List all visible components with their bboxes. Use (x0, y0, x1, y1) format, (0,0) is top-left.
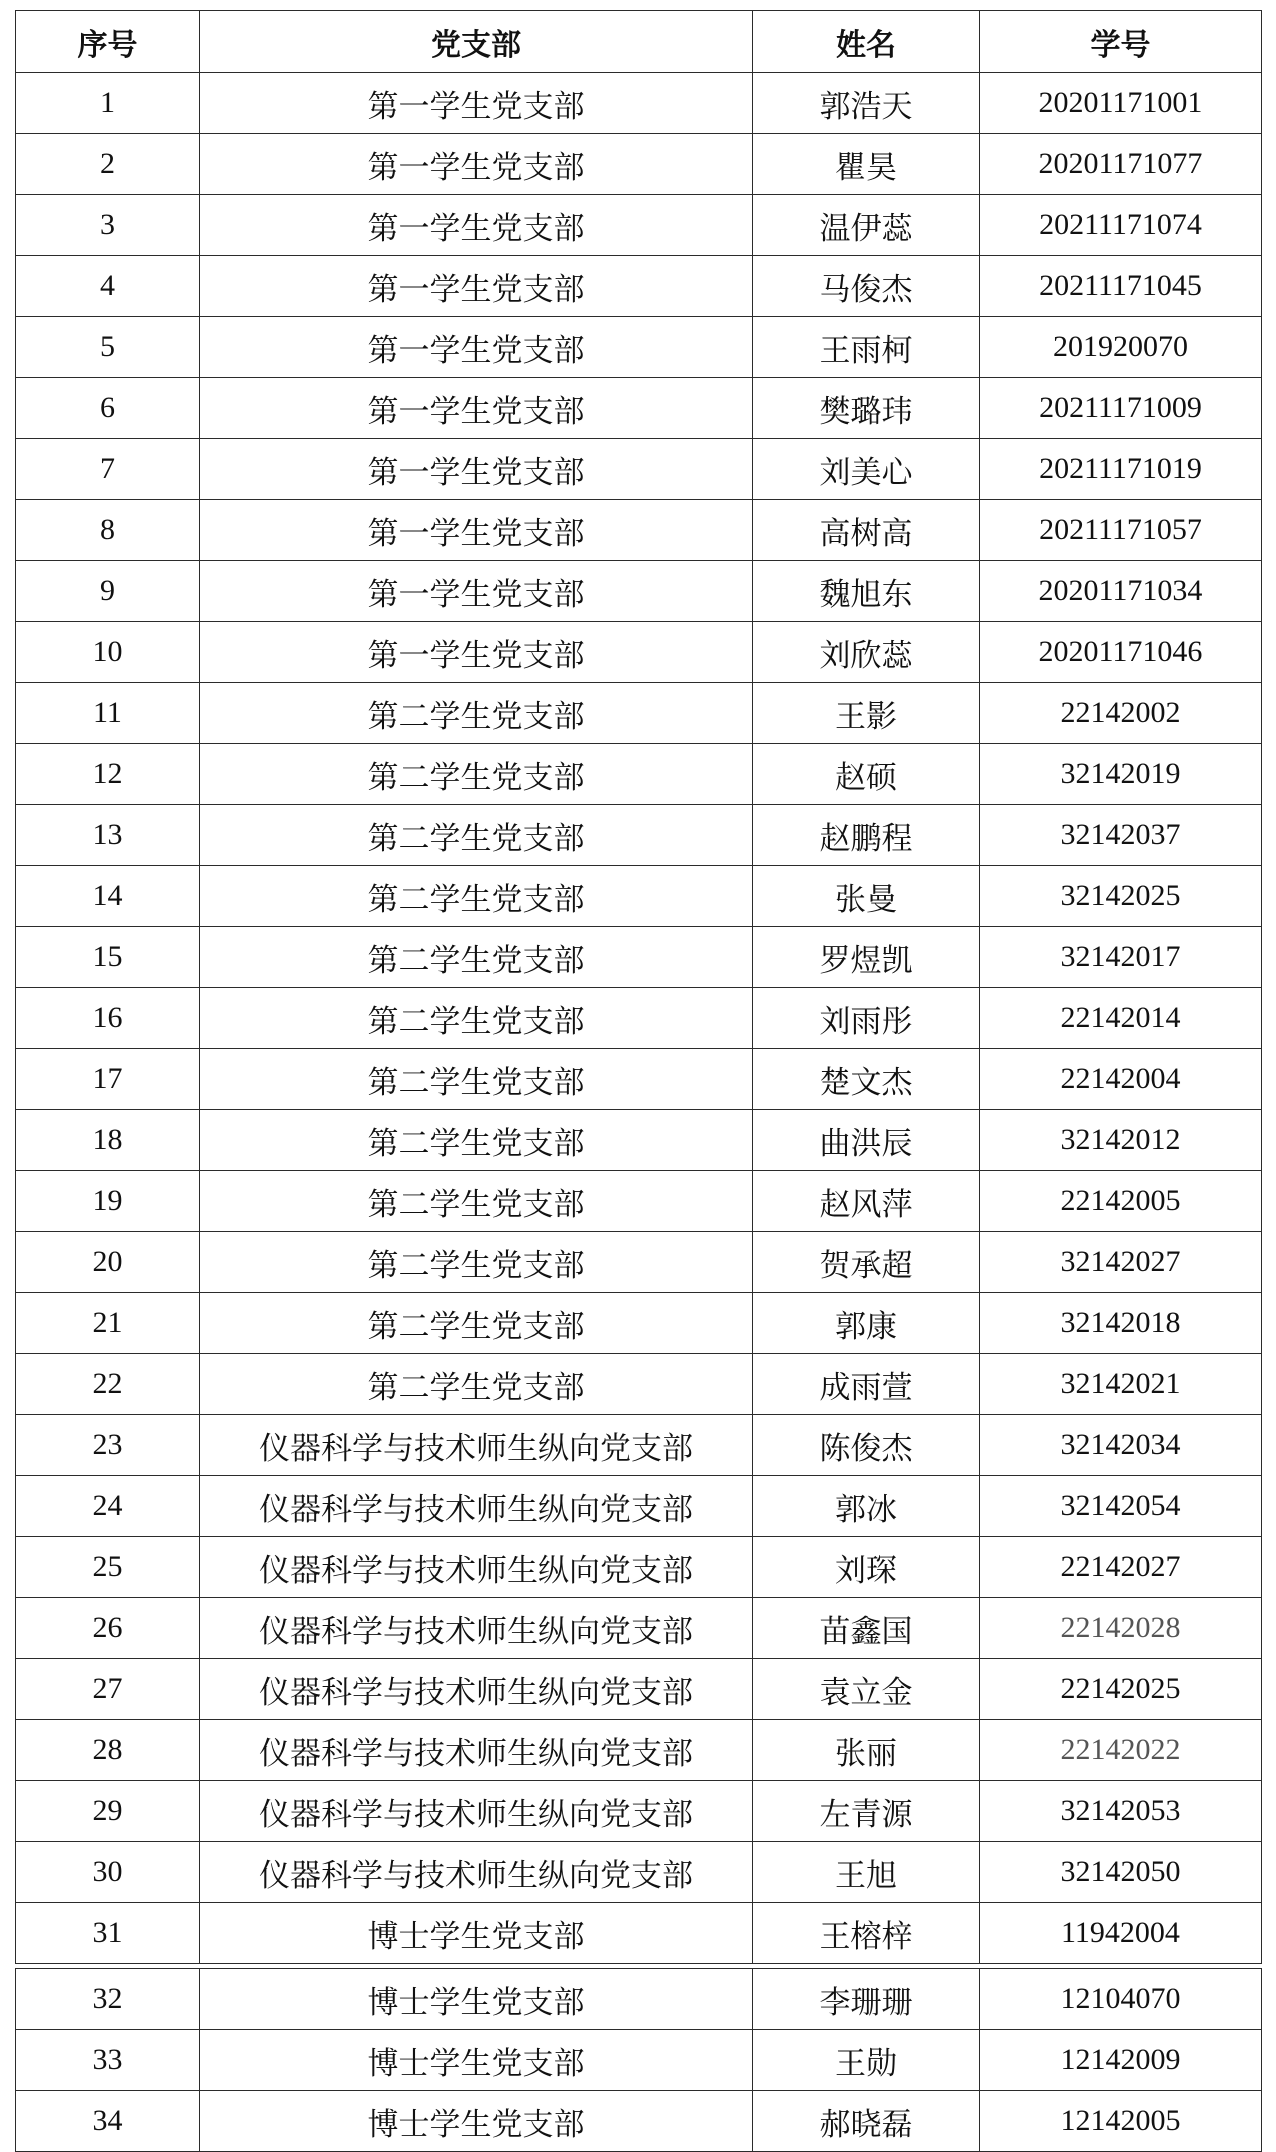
row-branch: 第二学生党支部 (200, 1171, 753, 1232)
table-row (16, 561, 1262, 622)
row-index: 16 (16, 988, 200, 1049)
row-index: 9 (16, 561, 200, 622)
header-index: 序号 (16, 11, 200, 73)
table-row (16, 134, 1262, 195)
row-student-id: 20201171034 (980, 561, 1262, 622)
row-branch: 第二学生党支部 (200, 805, 753, 866)
row-index: 27 (16, 1659, 200, 1720)
row-name: 刘欣蕊 (753, 622, 980, 683)
row-index: 14 (16, 866, 200, 927)
row-name: 成雨萱 (753, 1354, 980, 1415)
row-name: 赵硕 (753, 744, 980, 805)
row-student-id: 32142019 (980, 744, 1262, 805)
row-index: 12 (16, 744, 200, 805)
roster-sheet (15, 10, 1261, 2152)
row-branch: 仪器科学与技术师生纵向党支部 (200, 1842, 753, 1903)
row-student-id: 20211171074 (980, 195, 1262, 256)
row-name: 张曼 (753, 866, 980, 927)
table-row (16, 805, 1262, 866)
row-student-id: 32142050 (980, 1842, 1262, 1903)
row-name: 温伊蕊 (753, 195, 980, 256)
row-name: 瞿昊 (753, 134, 980, 195)
row-branch: 第一学生党支部 (200, 439, 753, 500)
row-branch: 博士学生党支部 (200, 1903, 753, 1964)
row-branch: 第一学生党支部 (200, 500, 753, 561)
table-row (16, 1598, 1262, 1659)
header-row (16, 11, 1262, 73)
row-student-id: 20201171046 (980, 622, 1262, 683)
row-branch: 第二学生党支部 (200, 1354, 753, 1415)
row-index: 5 (16, 317, 200, 378)
row-index: 11 (16, 683, 200, 744)
table-row (16, 683, 1262, 744)
table-row (16, 1903, 1262, 1964)
row-index: 20 (16, 1232, 200, 1293)
row-branch: 仪器科学与技术师生纵向党支部 (200, 1720, 753, 1781)
row-student-id: 22142022 (980, 1720, 1262, 1781)
row-name: 袁立金 (753, 1659, 980, 1720)
table-row (16, 378, 1262, 439)
row-student-id: 32142025 (980, 866, 1262, 927)
row-index: 10 (16, 622, 200, 683)
row-name: 王影 (753, 683, 980, 744)
row-branch: 仪器科学与技术师生纵向党支部 (200, 1415, 753, 1476)
row-branch: 仪器科学与技术师生纵向党支部 (200, 1781, 753, 1842)
row-name: 郭康 (753, 1293, 980, 1354)
row-name: 李珊珊 (753, 1969, 980, 2030)
row-student-id: 32142054 (980, 1476, 1262, 1537)
table-row (16, 1415, 1262, 1476)
row-branch: 仪器科学与技术师生纵向党支部 (200, 1598, 753, 1659)
row-student-id: 12142009 (980, 2030, 1262, 2091)
row-name: 左青源 (753, 1781, 980, 1842)
row-name: 刘琛 (753, 1537, 980, 1598)
row-student-id: 11942004 (980, 1903, 1262, 1964)
row-student-id: 20211171009 (980, 378, 1262, 439)
row-branch: 仪器科学与技术师生纵向党支部 (200, 1659, 753, 1720)
row-student-id: 20201171001 (980, 73, 1262, 134)
row-name: 王勋 (753, 2030, 980, 2091)
row-student-id: 20211171019 (980, 439, 1262, 500)
row-index: 26 (16, 1598, 200, 1659)
row-branch: 第二学生党支部 (200, 1232, 753, 1293)
row-name: 高树高 (753, 500, 980, 561)
table-row (16, 1476, 1262, 1537)
row-name: 郝晓磊 (753, 2091, 980, 2152)
row-branch: 第二学生党支部 (200, 683, 753, 744)
row-branch: 第一学生党支部 (200, 317, 753, 378)
row-student-id: 32142017 (980, 927, 1262, 988)
row-branch: 第一学生党支部 (200, 378, 753, 439)
row-branch: 第二学生党支部 (200, 1110, 753, 1171)
row-branch: 第一学生党支部 (200, 73, 753, 134)
row-student-id: 32142034 (980, 1415, 1262, 1476)
row-name: 陈俊杰 (753, 1415, 980, 1476)
table-row (16, 2030, 1262, 2091)
table-row (16, 1049, 1262, 1110)
table-row (16, 1110, 1262, 1171)
row-name: 苗鑫国 (753, 1598, 980, 1659)
row-student-id: 22142027 (980, 1537, 1262, 1598)
table-row (16, 1232, 1262, 1293)
row-index: 2 (16, 134, 200, 195)
row-name: 贺承超 (753, 1232, 980, 1293)
roster-body (16, 73, 1262, 2152)
row-student-id: 32142021 (980, 1354, 1262, 1415)
row-branch: 第二学生党支部 (200, 1049, 753, 1110)
row-branch: 仪器科学与技术师生纵向党支部 (200, 1537, 753, 1598)
row-student-id: 22142028 (980, 1598, 1262, 1659)
row-name: 王雨柯 (753, 317, 980, 378)
row-index: 4 (16, 256, 200, 317)
table-row (16, 866, 1262, 927)
row-index: 17 (16, 1049, 200, 1110)
row-name: 赵鹏程 (753, 805, 980, 866)
table-row (16, 2091, 1262, 2152)
table-row (16, 256, 1262, 317)
row-branch: 第一学生党支部 (200, 622, 753, 683)
row-branch: 第一学生党支部 (200, 561, 753, 622)
row-name: 郭冰 (753, 1476, 980, 1537)
header-branch: 党支部 (200, 11, 753, 73)
row-student-id: 22142014 (980, 988, 1262, 1049)
row-name: 罗煜凯 (753, 927, 980, 988)
row-index: 29 (16, 1781, 200, 1842)
table-row (16, 1171, 1262, 1232)
table-row (16, 317, 1262, 378)
header-student-id: 学号 (980, 11, 1262, 73)
row-student-id: 201920070 (980, 317, 1262, 378)
table-row (16, 744, 1262, 805)
row-index: 7 (16, 439, 200, 500)
row-branch: 第二学生党支部 (200, 988, 753, 1049)
table-row (16, 1537, 1262, 1598)
row-index: 30 (16, 1842, 200, 1903)
row-student-id: 12142005 (980, 2091, 1262, 2152)
row-name: 樊璐玮 (753, 378, 980, 439)
table-row (16, 988, 1262, 1049)
row-name: 刘雨彤 (753, 988, 980, 1049)
row-student-id: 22142002 (980, 683, 1262, 744)
row-name: 赵风萍 (753, 1171, 980, 1232)
row-branch: 第二学生党支部 (200, 927, 753, 988)
row-student-id: 20201171077 (980, 134, 1262, 195)
table-row (16, 1354, 1262, 1415)
row-name: 魏旭东 (753, 561, 980, 622)
row-name: 王榕梓 (753, 1903, 980, 1964)
row-branch: 仪器科学与技术师生纵向党支部 (200, 1476, 753, 1537)
table-row (16, 1842, 1262, 1903)
row-student-id: 32142053 (980, 1781, 1262, 1842)
row-index: 28 (16, 1720, 200, 1781)
table-row (16, 1781, 1262, 1842)
row-branch: 博士学生党支部 (200, 1969, 753, 2030)
row-student-id: 32142012 (980, 1110, 1262, 1171)
row-index: 34 (16, 2091, 200, 2152)
roster-table (15, 10, 1262, 2152)
row-index: 24 (16, 1476, 200, 1537)
row-index: 8 (16, 500, 200, 561)
table-row (16, 1720, 1262, 1781)
row-name: 张丽 (753, 1720, 980, 1781)
row-student-id: 12104070 (980, 1969, 1262, 2030)
table-row (16, 73, 1262, 134)
row-index: 19 (16, 1171, 200, 1232)
row-name: 郭浩天 (753, 73, 980, 134)
row-name: 马俊杰 (753, 256, 980, 317)
row-student-id: 32142027 (980, 1232, 1262, 1293)
row-index: 15 (16, 927, 200, 988)
row-index: 33 (16, 2030, 200, 2091)
table-row (16, 439, 1262, 500)
row-student-id: 32142018 (980, 1293, 1262, 1354)
row-index: 18 (16, 1110, 200, 1171)
table-row (16, 927, 1262, 988)
row-branch: 博士学生党支部 (200, 2030, 753, 2091)
row-name: 王旭 (753, 1842, 980, 1903)
row-branch: 第二学生党支部 (200, 744, 753, 805)
row-index: 25 (16, 1537, 200, 1598)
row-index: 3 (16, 195, 200, 256)
table-row (16, 195, 1262, 256)
row-name: 曲洪辰 (753, 1110, 980, 1171)
table-row (16, 500, 1262, 561)
row-index: 13 (16, 805, 200, 866)
row-index: 22 (16, 1354, 200, 1415)
row-index: 21 (16, 1293, 200, 1354)
row-student-id: 22142025 (980, 1659, 1262, 1720)
row-index: 31 (16, 1903, 200, 1964)
table-row (16, 1659, 1262, 1720)
row-branch: 第二学生党支部 (200, 1293, 753, 1354)
row-branch: 第一学生党支部 (200, 195, 753, 256)
row-branch: 第一学生党支部 (200, 256, 753, 317)
table-row (16, 1969, 1262, 2030)
row-branch: 第一学生党支部 (200, 134, 753, 195)
row-index: 1 (16, 73, 200, 134)
row-index: 6 (16, 378, 200, 439)
row-name: 楚文杰 (753, 1049, 980, 1110)
row-student-id: 22142005 (980, 1171, 1262, 1232)
row-index: 32 (16, 1969, 200, 2030)
row-student-id: 20211171057 (980, 500, 1262, 561)
row-student-id: 20211171045 (980, 256, 1262, 317)
row-student-id: 22142004 (980, 1049, 1262, 1110)
table-row (16, 622, 1262, 683)
row-student-id: 32142037 (980, 805, 1262, 866)
row-index: 23 (16, 1415, 200, 1476)
table-row (16, 1293, 1262, 1354)
row-branch: 博士学生党支部 (200, 2091, 753, 2152)
row-branch: 第二学生党支部 (200, 866, 753, 927)
row-name: 刘美心 (753, 439, 980, 500)
header-name: 姓名 (753, 11, 980, 73)
